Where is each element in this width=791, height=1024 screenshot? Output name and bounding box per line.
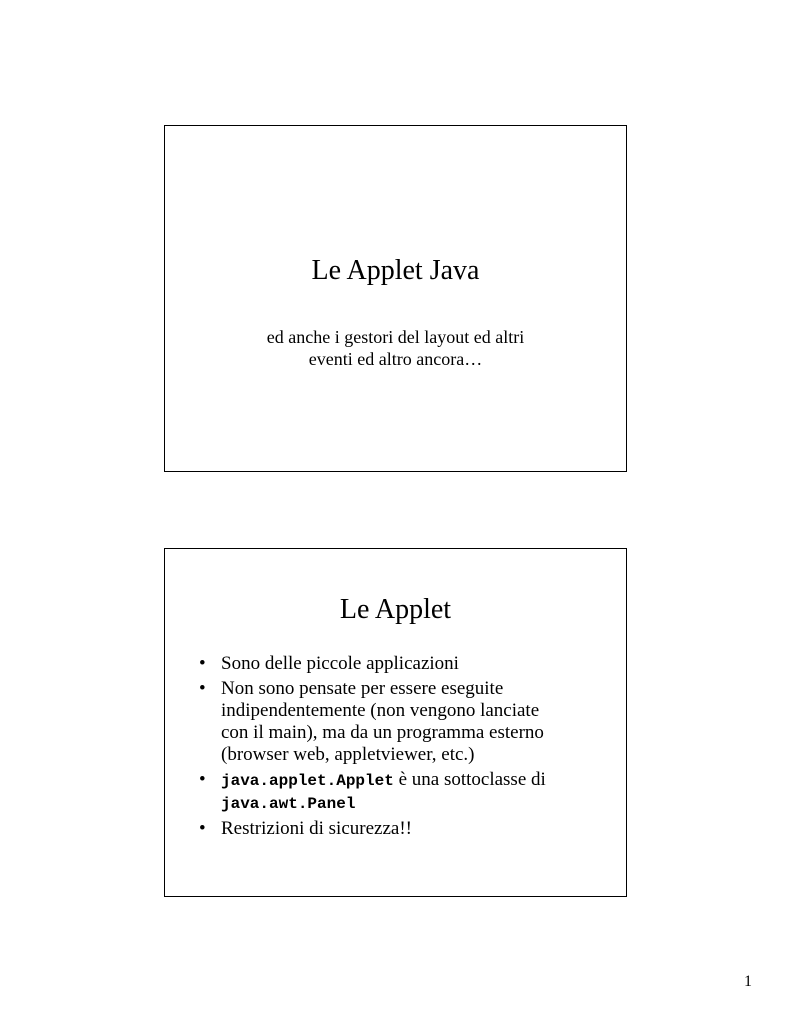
bullet-list (199, 653, 619, 843)
bullet-text (221, 769, 619, 792)
page-number: 1 (744, 973, 752, 990)
slide-1 (164, 125, 627, 472)
code-class-name: java.awt.Panel (221, 795, 356, 813)
subtitle-line: eventi ed altro ancora… (308, 349, 483, 369)
bullet-text: Non sono pensate per essere eseguite (221, 678, 504, 699)
bullet-icon: • (199, 678, 206, 699)
bullet-text: con il main), ma da un programma esterno (221, 722, 544, 743)
bullet-text: indipendentemente (non vengono lanciate (221, 700, 540, 721)
bullet-item (199, 818, 619, 840)
bullet-icon: • (199, 818, 206, 839)
slide-title: Le Applet (339, 594, 452, 625)
bullet-text: (browser web, appletviewer, etc.) (221, 744, 475, 765)
slide-title: Le Applet Java (311, 255, 480, 286)
slide-2 (164, 548, 627, 897)
bullet-item (199, 653, 619, 675)
slide-subtitle (165, 326, 626, 370)
bullet-text (221, 792, 619, 815)
bullet-icon: • (199, 653, 206, 674)
bullet-item (199, 769, 619, 815)
code-class-name: java.applet.Applet (221, 772, 394, 790)
bullet-icon: • (199, 769, 206, 790)
bullet-text: Sono delle piccole applicazioni (221, 653, 459, 674)
bullet-text: Restrizioni di sicurezza!! (221, 818, 412, 839)
bullet-text-fragment: è una sottoclasse di (393, 769, 546, 790)
bullet-item (199, 678, 619, 766)
subtitle-line: ed anche i gestori del layout ed altri (266, 327, 525, 347)
